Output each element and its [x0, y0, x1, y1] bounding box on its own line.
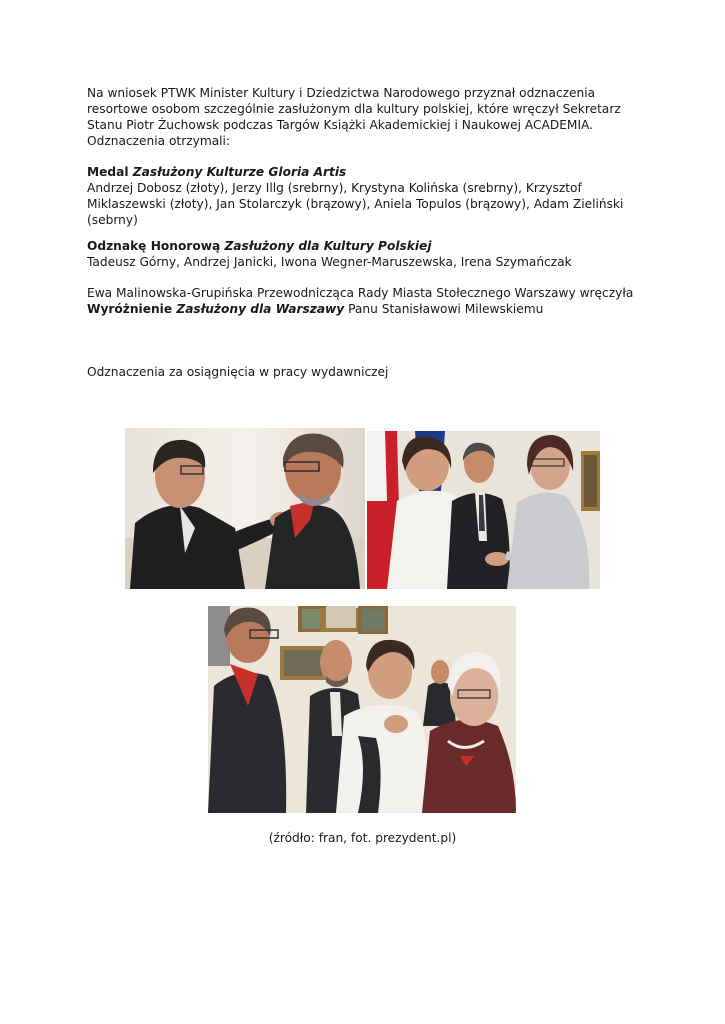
photo-handshake-image: [367, 431, 600, 589]
photo-medal-pinning: [125, 428, 365, 589]
badge-prefix: Odznakę Honorową: [87, 239, 225, 253]
photo-medal-pinning-image: [125, 428, 365, 589]
photo-caption: (źródło: fran, fot. prezydent.pl): [268, 831, 457, 845]
medal-recipients-line: Andrzej Dobosz (złoty), Jerzy Illg (srebrny), Krystyna Kolińska (srebrny), Krzysztof: [87, 181, 582, 195]
warsaw-award-line: [87, 301, 647, 317]
warsaw-line: Ewa Malinowska-Grupińska Przewodnicząca Rady Miasta Stołecznego Warszawy wręczyła: [87, 286, 634, 300]
medal-heading: [87, 164, 647, 180]
medal-name: Zasłużony Kulturze Gloria Artis: [132, 165, 347, 179]
intro-line: Na wniosek PTWK Minister Kultury i Dziedzictwa Narodowego przyznał odznaczenia: [87, 86, 596, 100]
badge-recipients: Tadeusz Górny, Andrzej Janicki, Iwona Wegner-Maruszewska, Irena Szymańczak: [87, 255, 572, 269]
medal-prefix: Medal: [87, 165, 133, 179]
intro-paragraph: [87, 85, 647, 149]
intro-line: Stanu Piotr Żuchowsk podczas Targów Książki Akademickiej i Naukowej ACADEMIA.: [87, 118, 594, 132]
badge-section: [87, 238, 647, 270]
medal-recipients-line: (sebrny): [87, 213, 138, 227]
publishing-section: [87, 364, 647, 380]
badge-heading: [87, 238, 647, 254]
intro-line: Odznaczenia otrzymali:: [87, 134, 231, 148]
award-suffix: Panu Stanisławowi Milewskiemu: [344, 302, 544, 316]
badge-name: Zasłużony dla Kultury Polskiej: [224, 239, 432, 253]
publishing-heading: Odznaczenia za osiągnięcia w pracy wydawniczej: [87, 365, 389, 379]
award-prefix: Wyróżnienie: [87, 302, 177, 316]
medal-recipients-line: Miklaszewski (złoty), Jan Stolarczyk (brązowy), Aniela Topulos (brązowy), Adam Zieliński: [87, 197, 624, 211]
photo-group-image: [208, 606, 516, 813]
award-name: Zasłużony dla Warszawy: [176, 302, 345, 316]
warsaw-section: [87, 285, 647, 317]
photo-handshake: [367, 431, 600, 589]
intro-line: resortowe osobom szczególnie zasłużonym dla kultury polskiej, które wręczył Sekretarz: [87, 102, 621, 116]
medal-section: [87, 164, 647, 228]
photo-group: [208, 606, 516, 813]
